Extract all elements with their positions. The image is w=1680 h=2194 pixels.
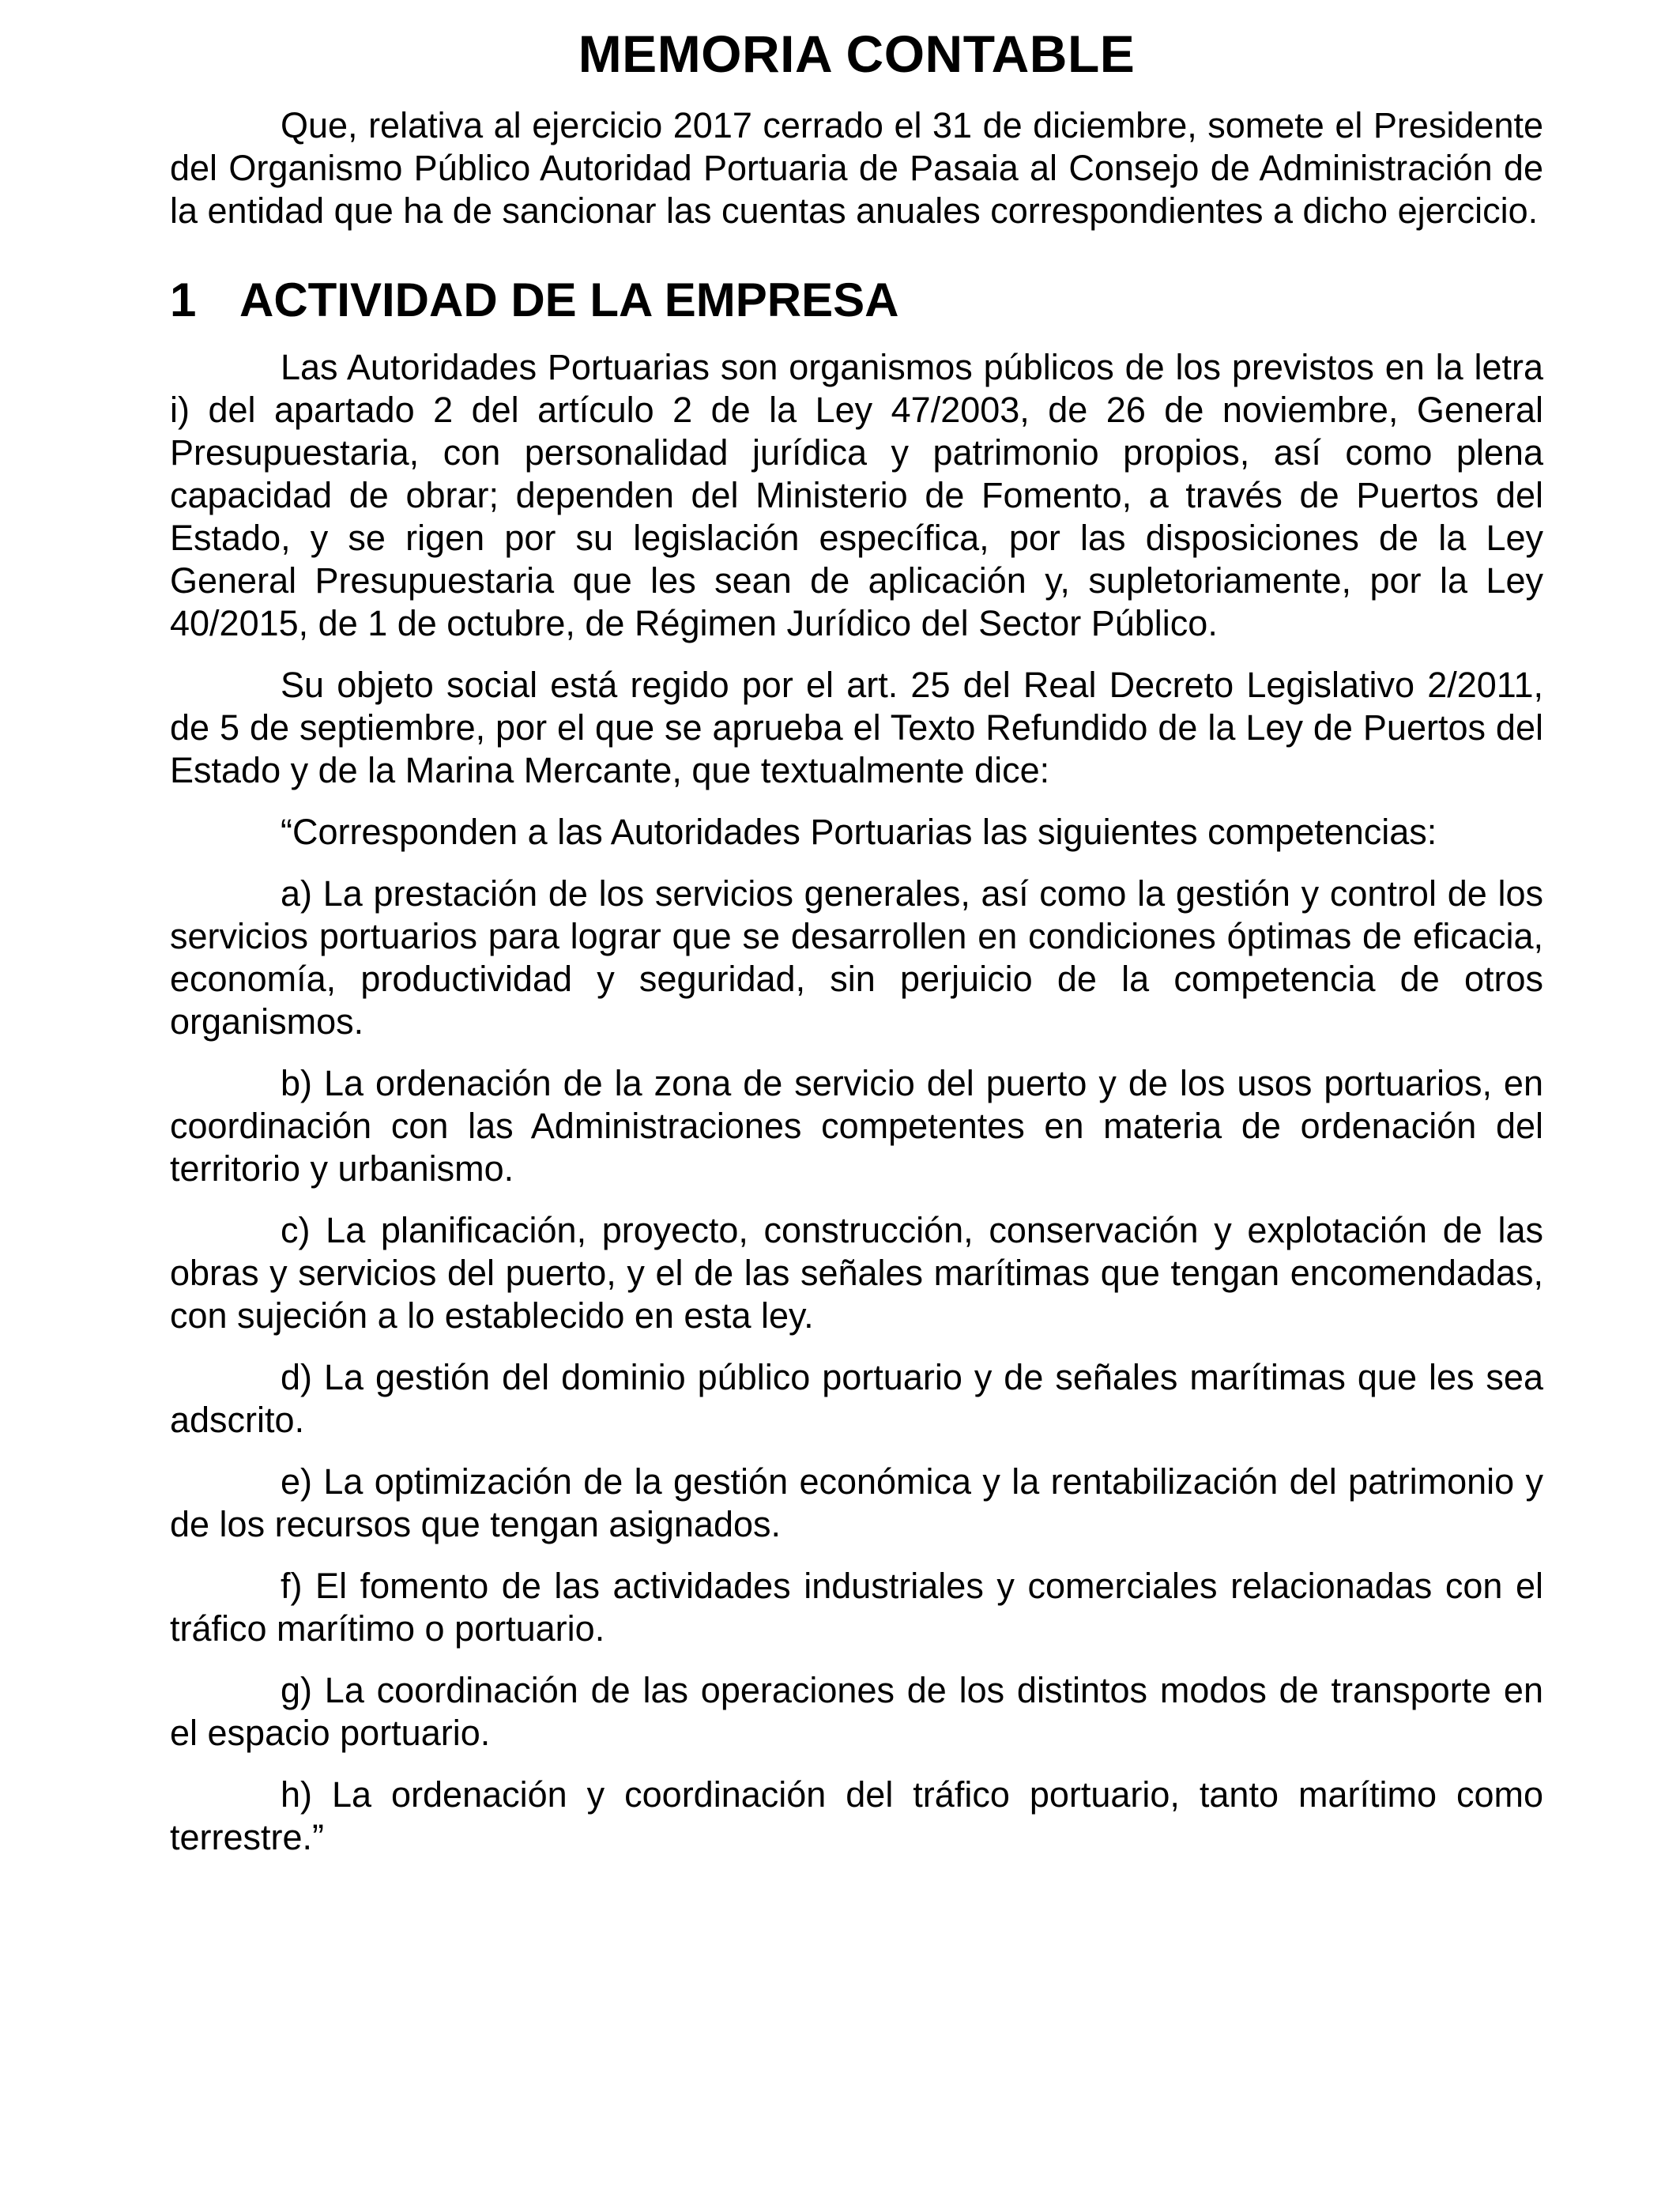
section-title: ACTIVIDAD DE LA EMPRESA <box>239 273 899 326</box>
paragraph-competencias-intro: “Corresponden a las Autoridades Portuarias las siguientes competencias: <box>281 812 1437 852</box>
paragraph-legal-nature: Las Autoridades Portuarias son organismos públicos de los previstos en la letra i) del apartado 2 del artículo 2 de la Ley 47/2003, de 26 de noviembre, General Presupuestaria, con personalidad jurídica y patrimonio propios, así como plena capacidad de obrar; dependen del Ministerio de Fomento, a través de Puertos del Estado, y se rigen por su legislación específica, por las disposiciones de la Ley General Presupuestaria que les sean de aplicación y, supletoriamente, por la Ley 40/2015, de 1 de octubre, de Régimen Jurídico del Sector Público. <box>170 347 1543 643</box>
competencia-item-c: c) La planificación, proyecto, construcción, conservación y explotación de las obras y servicios del puerto, y el de las señales marítimas que tengan encomendadas, con sujeción a lo establecido en esta ley. <box>170 1210 1543 1336</box>
competencia-item-b: b) La ordenación de la zona de servicio del puerto y de los usos portuarios, en coordinación con las Administraciones competentes en materia de ordenación del territorio y urbanismo. <box>170 1063 1543 1189</box>
competencia-item-e: e) La optimización de la gestión económica y la rentabilización del patrimonio y de los recursos que tengan asignados. <box>170 1461 1543 1544</box>
document-title: MEMORIA CONTABLE <box>578 25 1136 83</box>
section-number: 1 <box>170 273 197 326</box>
intro-paragraph: Que, relativa al ejercicio 2017 cerrado el 31 de diciembre, somete el Presidente del Organismo Público Autoridad Portuaria de Pasaia al Consejo de Administración de la entidad que ha de sancionar las cuentas anuales correspondientes a dicho ejercicio. <box>170 105 1543 231</box>
paragraph-social-object: Su objeto social está regido por el art. 25 del Real Decreto Legislativo 2/2011, de 5 de septiembre, por el que se aprueba el Texto Refundido de la Ley de Puertos del Estado y de la Marina Mercante, que textualmente dice: <box>170 665 1543 790</box>
competencia-item-h: h) La ordenación y coordinación del tráfico portuario, tanto marítimo como terrestre.” <box>170 1774 1543 1857</box>
competencia-item-d: d) La gestión del dominio público portuario y de señales marítimas que les sea adscrito. <box>170 1357 1543 1440</box>
competencia-item-f: f) El fomento de las actividades industriales y comerciales relacionadas con el tráfico marítimo o portuario. <box>170 1566 1543 1649</box>
section-heading <box>170 272 1543 329</box>
competencia-item-a: a) La prestación de los servicios generales, así como la gestión y control de los servicios portuarios para lograr que se desarrollen en condiciones óptimas de eficacia, economía, productividad y seguridad, sin perjuicio de la competencia de otros organismos. <box>170 873 1543 1042</box>
competencia-item-g: g) La coordinación de las operaciones de los distintos modos de transporte en el espacio portuario. <box>170 1670 1543 1753</box>
document-page <box>170 0 1543 1859</box>
